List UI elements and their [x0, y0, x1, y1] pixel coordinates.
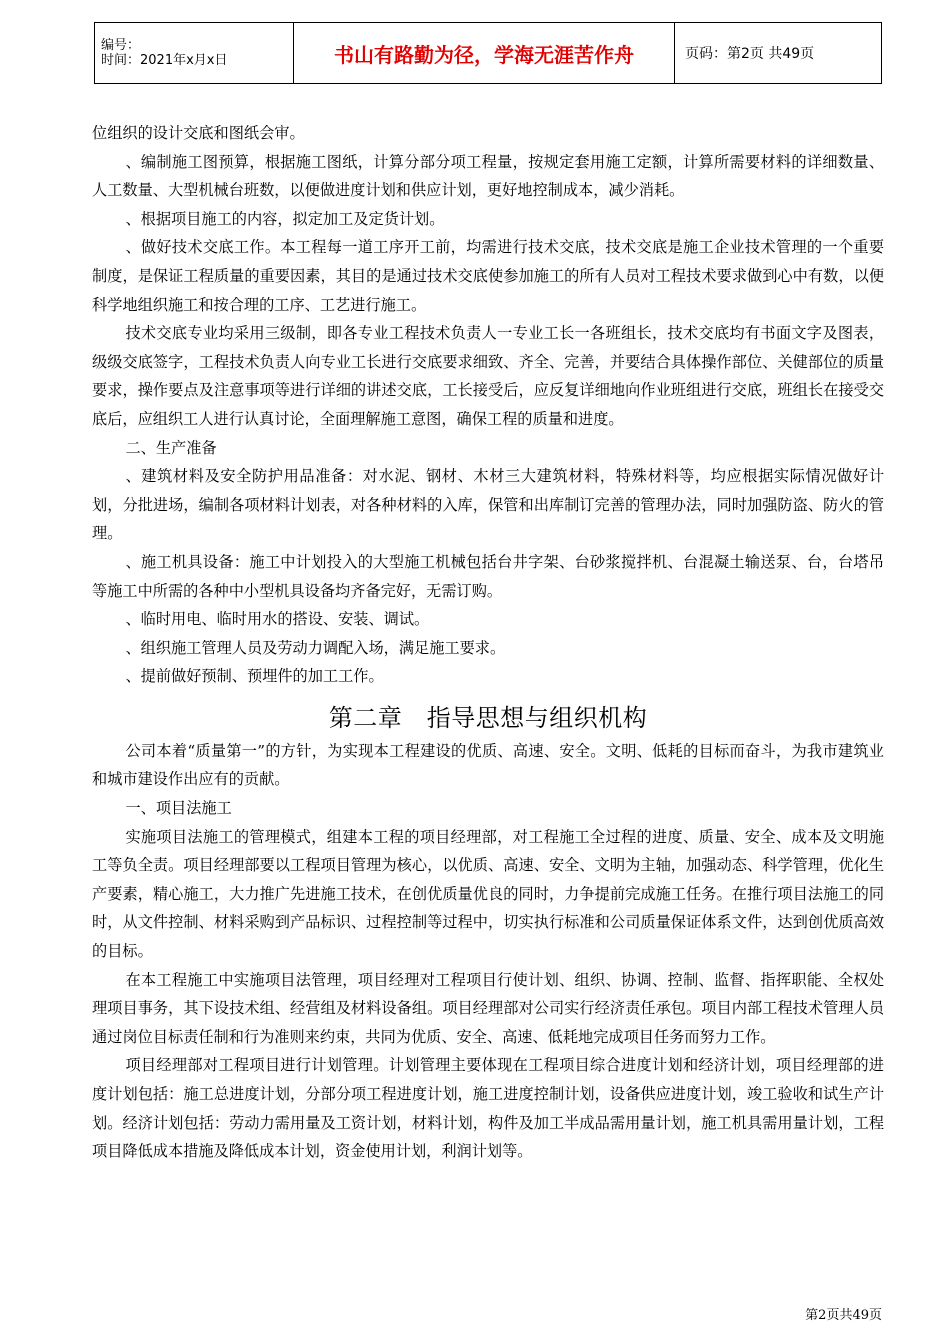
paragraph: 位组织的设计交底和图纸会审。 [92, 124, 305, 142]
header-table [94, 22, 882, 84]
paragraph: 项目经理部对工程项目进行计划管理。计划管理主要体现在工程项目综合进度计划和经济计划，项目经理部的进度计划包括：施工总进度计划，分部分项工程进度计划，施工进度控制计划，设备供应进度计划，竣工验收和试生产计划。经济计划包括：劳动力需用量及工资计划，材料计划，构件及加工半成品需用量计划，施工机具需用量计划，工程项目降低成本措施及降低成本计划，资金使用计划，利润计划等。 [92, 1056, 884, 1161]
paragraph: 、建筑材料及安全防护用品准备：对水泥、钢材、木材三大建筑材料，特殊材料等，均应根据实际情况做好计划，分批进场，编制各项材料计划表，对各种材料的入库，保管和出库制订完善的管理办法，同时加强防盗、防火的管理。 [92, 467, 884, 543]
document-number-label: 编号： [101, 38, 141, 53]
document-time: 时间：2021年x月x日 [101, 53, 228, 68]
section-heading: 二、生产准备 [125, 438, 217, 457]
paragraph: 、提前做好预制、预埋件的加工工作。 [125, 667, 384, 686]
header-meta [95, 23, 294, 84]
paragraph: 、根据项目施工的内容，拟定加工及定货计划。 [125, 209, 445, 228]
document-body [92, 119, 884, 1166]
paragraph: 在本工程施工中实施项目法管理，项目经理对工程项目行使计划、组织、协调、控制、监督、指挥职能、全权处理项目事务，其下设技术组、经营组及材料设备组。项目经理部对公司实行经济责任承包。项目内部工程技术管理人员通过岗位目标责任制和行为准则来约束，共同为优质、安全、高速、低耗地完成项目任务而努力工作。 [92, 970, 884, 1046]
paragraph: 、施工机具设备：施工中计划投入的大型施工机械包括台井字架、台砂浆搅拌机、台混凝土输送泵、台，台塔吊等施工中所需的各种中小型机具设备均齐备完好，无需订购。 [92, 552, 884, 600]
section-heading: 一、项目法施工 [125, 799, 232, 818]
paragraph: 技术交底专业均采用三级制，即各专业工程技术负责人一专业工长一各班组长，技术交底均有书面文字及图表，级级交底签字，工程技术负责人向专业工长进行交底要求细致、齐全、完善，并要结合具体操作部位、关健部位的质量要求，操作要点及注意事项等进行详细的讲述交底，工长接受后，应反复详细地向作业班组进行交底，班组长在接受交底后，应组织工人进行认真讨论，全面理解施工意图，确保工程的质量和进度。 [92, 324, 884, 428]
page-footer: 第2页共49页 [805, 1308, 882, 1323]
chapter-title: 第二章 指导思想与组织机构 [328, 703, 648, 732]
header-page-info: 页码：第2页 共49页 [675, 23, 882, 84]
header-motto: 书山有路勤为径，学海无涯苦作舟 [294, 23, 675, 84]
paragraph: 公司本着“质量第一”的方针，为实现本工程建设的优质、高速、安全。文明、低耗的目标而奋斗，为我市建筑业和城市建设作出应有的贡献。 [92, 741, 884, 789]
paragraph: 、临时用电、临时用水的搭设、安装、调试。 [125, 610, 430, 629]
paragraph: 、做好技术交底工作。本工程每一道工序开工前，均需进行技术交底，技术交底是施工企业技术管理的一个重要制度，是保证工程质量的重要因素，其目的是通过技术交底使参加施工的所有人员对工程技术要求做到心中有数，以便科学地组织施工和按合理的工序、工艺进行施工。 [92, 238, 884, 314]
paragraph: 实施项目法施工的管理模式，组建本工程的项目经理部，对工程施工全过程的进度、质量、安全、成本及文明施工等负全责。项目经理部要以工程项目管理为核心，以优质、高速、安全、文明为主轴，加强动态、科学管理，优化生产要素，精心施工，大力推广先进施工技术，在创优质量优良的同时，力争提前完成施工任务。在推行项目法施工的同时，从文件控制、材料采购到产品标识、过程控制等过程中，切实执行标准和公司质量保证体系文件，达到创优质高效的目标。 [92, 827, 884, 961]
paragraph: 、编制施工图预算，根据施工图纸，计算分部分项工程量，按规定套用施工定额，计算所需要材料的详细数量、人工数量、大型机械台班数，以便做进度计划和供应计划，更好地控制成本，减少消耗。 [92, 152, 884, 200]
paragraph: 、组织施工管理人员及劳动力调配入场，满足施工要求。 [125, 638, 506, 657]
